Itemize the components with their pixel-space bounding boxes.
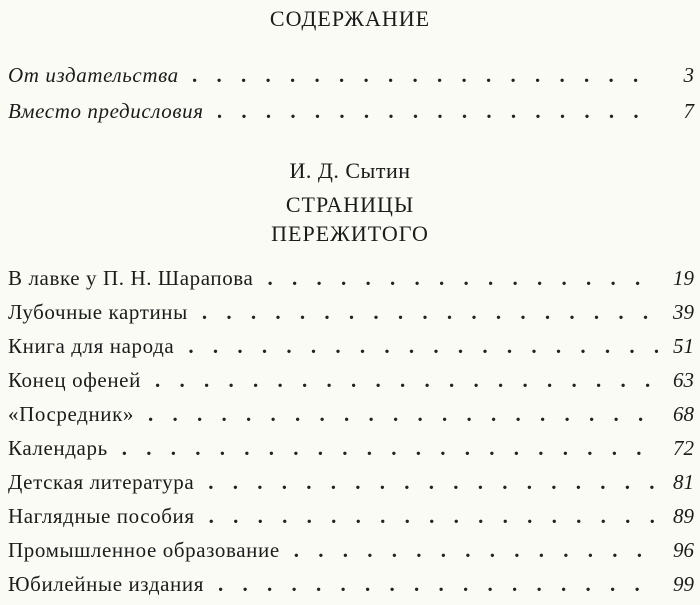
dot-leader [155, 366, 658, 394]
dot-leader [202, 298, 658, 326]
toc-entry-page: 63 [673, 368, 694, 392]
toc-entry [8, 332, 694, 360]
dot-leader [209, 502, 658, 530]
toc-entry-title: Детская литература [8, 470, 195, 494]
toc-entry-page: 72 [673, 436, 694, 460]
toc-entry-page: 68 [673, 402, 694, 426]
toc-entry [8, 502, 694, 530]
toc-entry [8, 264, 694, 292]
dot-leader [122, 434, 658, 462]
toc-entry-title: Календарь [8, 436, 108, 460]
part-title-line-1: СТРАНИЦЫ [285, 192, 415, 217]
dot-leader [294, 536, 658, 564]
toc-entry-title: От издательства [8, 63, 179, 87]
toc-entry-page: 96 [673, 538, 694, 562]
toc-entry-page: 19 [673, 266, 694, 290]
toc-entry [8, 468, 694, 496]
toc-entry-title: «Посредник» [8, 402, 135, 426]
toc-entry [8, 536, 694, 564]
toc-entry-title: Конец офеней [8, 368, 141, 392]
dot-leader [218, 570, 658, 598]
dot-leader [193, 61, 658, 89]
toc-entry [8, 366, 694, 394]
author-name: И. Д. Сытин [289, 158, 411, 183]
toc-entry-title: В лавке у П. Н. Шарапова [8, 266, 254, 290]
toc-entry-page: 39 [673, 300, 694, 324]
toc-entry-title: Наглядные пособия [8, 504, 195, 528]
toc-entry-page: 81 [673, 470, 694, 494]
toc-entry [8, 570, 694, 598]
toc-entry [8, 298, 694, 326]
dot-leader [148, 400, 658, 428]
toc-entry-page: 3 [683, 63, 694, 87]
dot-leader [188, 332, 658, 360]
toc-entry [8, 400, 694, 428]
toc-entry [8, 97, 694, 125]
contents-heading: СОДЕРЖАНИЕ [269, 6, 431, 31]
toc-entry-title: Вместо предисловия [8, 99, 204, 123]
toc-entry-page: 7 [683, 99, 694, 123]
dot-leader [267, 264, 658, 292]
toc-entry-page: 89 [673, 504, 694, 528]
toc-entry-title: Книга для народа [8, 334, 175, 358]
toc-entry-page: 99 [673, 572, 694, 596]
toc-entry-title: Промышленное образование [8, 538, 280, 562]
toc-entry-title: Юбилейные издания [8, 572, 204, 596]
part-title-line-2: ПЕРЕЖИТОГО [271, 221, 429, 246]
toc-entry-page: 51 [673, 334, 694, 358]
toc-entry [8, 434, 694, 462]
dot-leader [218, 97, 658, 125]
toc-entry-title: Лубочные картины [8, 300, 188, 324]
dot-leader [208, 468, 658, 496]
toc-entry [8, 61, 694, 89]
